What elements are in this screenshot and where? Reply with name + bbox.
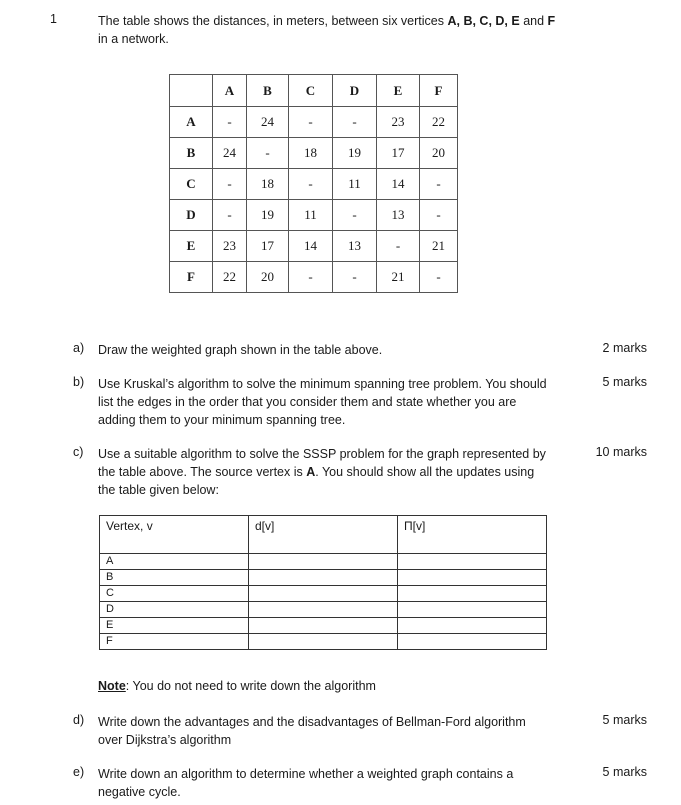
part-c-marks: 10 marks — [595, 445, 647, 459]
part-b-text: Use Kruskal’s algorithm to solve the minimum spanning tree problem. You should list the edges in the order that you consider them and state whether you are adding them to your minimum spanning tree. — [98, 377, 547, 427]
distance-cell: - — [333, 107, 377, 138]
row-header: A — [170, 107, 213, 138]
row-header: B — [170, 138, 213, 169]
intro-last-vertex: F — [547, 14, 556, 28]
distance-cell: 22 — [213, 262, 247, 293]
distance-cell: 14 — [289, 231, 333, 262]
part-d-label: d) — [73, 713, 85, 727]
sssp-predecessor-cell[interactable] — [398, 602, 547, 618]
intro-end: in a network. — [98, 32, 169, 46]
part-a-label: a) — [73, 341, 85, 355]
part-c-text-start: Use a suitable algorithm to solve the SSSP problem for the graph represented by the table above. The source vertex is — [98, 447, 546, 479]
distance-cell: - — [289, 262, 333, 293]
distance-cell: - — [420, 262, 458, 293]
part-c-text — [98, 445, 548, 499]
intro-vertices: A, B, C, D, E — [447, 14, 520, 28]
column-header: C — [289, 75, 333, 107]
distance-cell: 24 — [213, 138, 247, 169]
question-number: 1 — [50, 12, 57, 26]
distance-row — [170, 262, 458, 293]
row-header: E — [170, 231, 213, 262]
sssp-vertex-cell: B — [100, 570, 249, 586]
distance-cell: - — [333, 200, 377, 231]
part-c-text-end: . You should show all the updates using the table given below: — [98, 465, 535, 497]
distance-cell: - — [420, 169, 458, 200]
sssp-predecessor-cell[interactable] — [398, 554, 547, 570]
distance-cell: 21 — [420, 231, 458, 262]
sssp-row — [100, 618, 547, 634]
row-header: C — [170, 169, 213, 200]
sssp-predecessor-cell[interactable] — [398, 618, 547, 634]
distance-cell: 18 — [247, 169, 289, 200]
distance-cell: 19 — [247, 200, 289, 231]
part-b-marks: 5 marks — [602, 375, 647, 389]
row-header: F — [170, 262, 213, 293]
row-header: D — [170, 200, 213, 231]
distance-cell: 18 — [289, 138, 333, 169]
sssp-predecessor-cell[interactable] — [398, 586, 547, 602]
sssp-vertex-cell: A — [100, 554, 249, 570]
part-e-marks: 5 marks — [602, 765, 647, 779]
distance-row — [170, 169, 458, 200]
sssp-vertex-cell: D — [100, 602, 249, 618]
sssp-vertex-cell: F — [100, 634, 249, 650]
distance-cell: - — [213, 169, 247, 200]
sssp-header-vertex: Vertex, v — [100, 516, 249, 554]
distance-cell: 20 — [420, 138, 458, 169]
distance-cell: 14 — [377, 169, 420, 200]
intro-text: The table shows the distances, in meters, between six vertices — [98, 14, 448, 28]
part-d-text: Write down the advantages and the disadvantages of Bellman-Ford algorithm over Dijkstra’s algorithm — [98, 715, 526, 747]
distance-row — [170, 138, 458, 169]
note-text: : You do not need to write down the algorithm — [125, 679, 376, 693]
distance-cell: - — [213, 200, 247, 231]
column-header: D — [333, 75, 377, 107]
distance-row — [170, 200, 458, 231]
sssp-table — [99, 515, 547, 650]
distance-cell: 17 — [377, 138, 420, 169]
distance-cell: 13 — [333, 231, 377, 262]
part-e-text: Write down an algorithm to determine whether a weighted graph contains a negative cycle. — [98, 767, 514, 799]
sssp-row — [100, 554, 547, 570]
distance-table — [169, 74, 458, 293]
distance-cell: 22 — [420, 107, 458, 138]
sssp-row — [100, 586, 547, 602]
distance-cell: 11 — [333, 169, 377, 200]
sssp-distance-cell[interactable] — [249, 570, 398, 586]
distance-cell: 23 — [377, 107, 420, 138]
part-a-text: Draw the weighted graph shown in the table above. — [98, 343, 383, 357]
sssp-distance-cell[interactable] — [249, 602, 398, 618]
sssp-vertex-cell: C — [100, 586, 249, 602]
sssp-row — [100, 602, 547, 618]
column-header: B — [247, 75, 289, 107]
distance-cell: - — [289, 107, 333, 138]
distance-cell: - — [333, 262, 377, 293]
sssp-distance-cell[interactable] — [249, 618, 398, 634]
question-intro — [98, 12, 568, 48]
part-a-marks: 2 marks — [602, 341, 647, 355]
distance-cell: - — [213, 107, 247, 138]
intro-and: and — [519, 14, 548, 28]
column-header: F — [420, 75, 458, 107]
distance-cell: - — [247, 138, 289, 169]
part-c-label: c) — [73, 445, 84, 459]
source-vertex: A — [306, 465, 316, 479]
part-e-label: e) — [73, 765, 85, 779]
distance-cell: 23 — [213, 231, 247, 262]
distance-cell: 17 — [247, 231, 289, 262]
distance-cell: 13 — [377, 200, 420, 231]
distance-cell: 19 — [333, 138, 377, 169]
distance-cell: - — [289, 169, 333, 200]
distance-header-row — [170, 75, 458, 107]
note-label: Note — [98, 679, 126, 693]
distance-cell: 24 — [247, 107, 289, 138]
sssp-distance-cell[interactable] — [249, 554, 398, 570]
sssp-vertex-cell: E — [100, 618, 249, 634]
distance-cell: 20 — [247, 262, 289, 293]
sssp-header-distance: d[v] — [249, 516, 398, 554]
sssp-header-predecessor: Π[v] — [398, 516, 547, 554]
distance-cell: - — [377, 231, 420, 262]
column-header: E — [377, 75, 420, 107]
part-d-marks: 5 marks — [602, 713, 647, 727]
note — [98, 679, 376, 693]
sssp-header-row — [100, 516, 547, 554]
distance-row — [170, 231, 458, 262]
sssp-distance-cell[interactable] — [249, 586, 398, 602]
part-b-label: b) — [73, 375, 85, 389]
distance-cell: 21 — [377, 262, 420, 293]
distance-row — [170, 107, 458, 138]
corner-cell — [170, 75, 213, 107]
sssp-predecessor-cell[interactable] — [398, 570, 547, 586]
sssp-row — [100, 634, 547, 650]
distance-cell: - — [420, 200, 458, 231]
distance-cell: 11 — [289, 200, 333, 231]
sssp-row — [100, 570, 547, 586]
sssp-distance-cell[interactable] — [249, 634, 398, 650]
column-header: A — [213, 75, 247, 107]
sssp-predecessor-cell[interactable] — [398, 634, 547, 650]
